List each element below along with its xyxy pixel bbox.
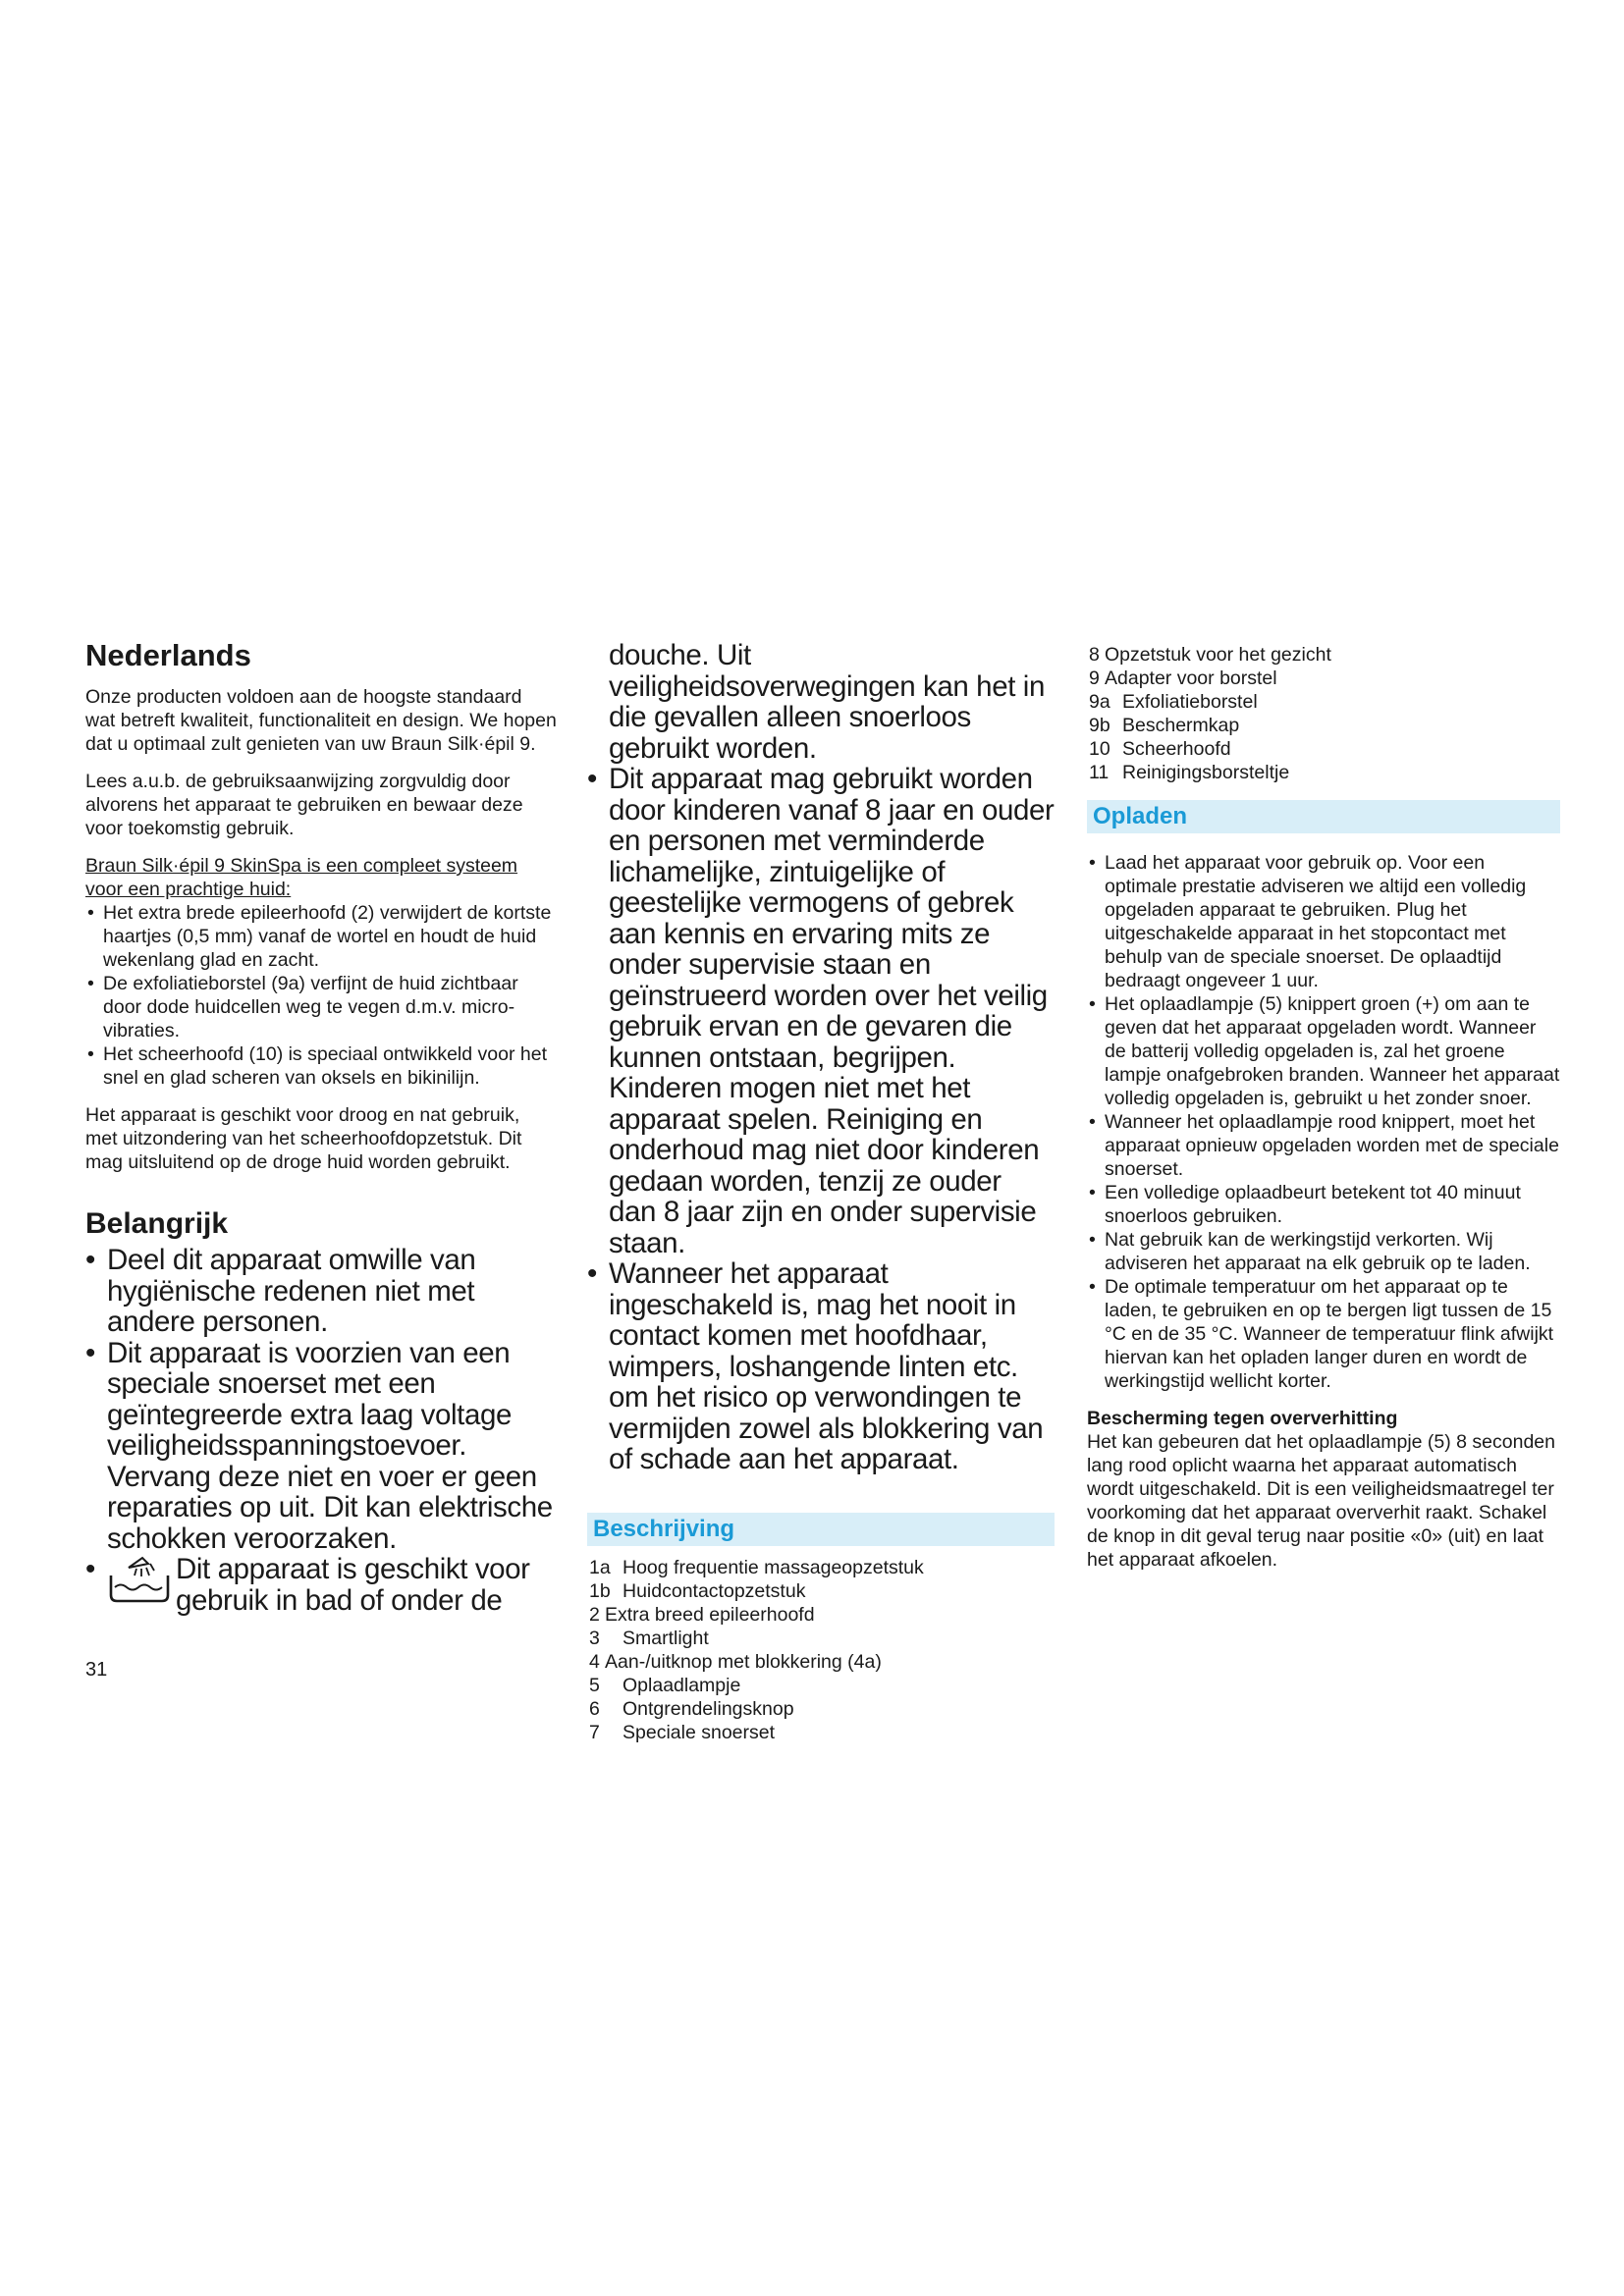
important-list (85, 1245, 557, 1616)
item-label: Opzetstuk voor het gezicht (1105, 644, 1331, 666)
important-heading: Belangrijk (85, 1207, 229, 1240)
item-label: Reinigingsborsteltje (1122, 762, 1290, 783)
item-label: Scheerhoofd (1122, 738, 1231, 760)
list-item: • Wanneer het oplaadlampje rood knippert, moet het apparaat opnieuw opgeladen worden met de speciale snoerset. (1087, 1110, 1560, 1181)
system-list (85, 901, 557, 1090)
list-item: • Wanneer het apparaat ingeschakeld is, mag het nooit in contact komen met hoofdhaar, wimpers, loshangende linten etc. om het risico op verwondingen te vermijden zowel als blokkering van of schade aan het apparaat. (587, 1258, 1055, 1475)
bath-text: • Dit apparaat is geschikt voor gebruik in bad of onder de (176, 1553, 530, 1617)
list-item: • Dit apparaat is voorzien van een speciale snoerset met een geïntegreerde extra laag voltage veiligheidsspanningstoevoer. Vervang deze niet en voer er geen reparaties op uit. Dit kan elektrische schokken veroorzaken. (85, 1338, 557, 1555)
column-3 (1087, 643, 1560, 1572)
list-item (587, 1674, 1055, 1697)
item-number: 8 (1089, 644, 1100, 666)
description-heading: Beschrijving (587, 1513, 1055, 1546)
overheat-paragraph: Het kan gebeuren dat het oplaadlampje (5) 8 seconden lang rood oplicht waarna het apparaat automatisch wordt uitgeschakeld. Dit is een veiligheidsmaatregel ter voorkoming dat het apparaat oververhit raakt. Schakel de knop in dit geval terug naar positie «0» (uit) en laat het apparaat afkoelen. (1087, 1431, 1555, 1571)
list-item (587, 1697, 1055, 1721)
item-number: 9 (1089, 667, 1100, 689)
item-number: 10 (1089, 738, 1110, 760)
list-item: • Een volledige oplaadbeurt betekent tot 40 minuut snoerloos gebruiken. (1087, 1181, 1560, 1228)
list-item: • De optimale temperatuur om het apparaat op te laden, te gebruiken en op te bergen ligt tussen de 15 °C en de 35 °C. Wanneer de temperatuur flink afwijkt hiervan kan het opladen langer duren en wordt de werkingstijd wellicht korter. (1087, 1275, 1560, 1393)
item-number: 4 (589, 1650, 600, 1673)
safety-list (587, 764, 1055, 1475)
item-number: 9a (1089, 691, 1110, 713)
list-item: • Laad het apparaat voor gebruik op. Voor een optimale prestatie adviseren we altijd een volledig opgeladen apparaat te gebruiken. Plug het uitgeschakelde apparaat in het stopcontact met behulp van de speciale snoerset. De oplaadtijd bedraagt ongeveer 1 uur. (1087, 851, 1560, 992)
list-item: • De exfoliatieborstel (9a) verfijnt de huid zichtbaar door dode huidcellen weg te vegen d.m.v. micro-vibraties. (85, 972, 557, 1042)
item-number: 1b (589, 1579, 611, 1602)
list-item: • Dit apparaat mag gebruikt worden door kinderen vanaf 8 jaar en ouder en personen met verminderde lichamelijke, zintuigelijke of geestelijke vermogens of gebrek aan kennis en ervaring mits ze onder supervisie staan en geïnstrueerd worden over het veilig gebruik ervan en de gevaren die kunnen ontstaan, begrijpen. Kinderen mogen niet met het apparaat spelen. Reiniging en onderhoud mag niet door kinderen gedaan worden, tenzij ze ouder dan 8 jaar zijn en onder supervisie staan. (587, 764, 1055, 1258)
list-item (587, 1603, 1055, 1627)
charging-list (1087, 851, 1560, 1393)
item-label: Extra breed epileerhoofd (605, 1603, 815, 1626)
list-item (1087, 737, 1560, 761)
item-label: Speciale snoerset (623, 1721, 776, 1743)
page-number: 31 (85, 1659, 108, 1681)
list-item: • Het extra brede epileerhoofd (2) verwijdert de kortste haartjes (0,5 mm) vanaf de wortel en houdt de huid wekenlang glad en zacht. (85, 901, 557, 972)
list-item: • Deel dit apparaat omwille van hygiënische redenen niet met andere personen. (85, 1245, 557, 1338)
system-heading: Braun Silk·épil 9 SkinSpa is een compleet systeem voor een prachtige huid: (85, 855, 518, 900)
list-item (1087, 667, 1560, 690)
list-item (1087, 761, 1560, 784)
item-number: 3 (589, 1627, 600, 1649)
description-list (587, 1556, 1055, 1744)
item-number: 1a (589, 1556, 611, 1578)
list-item (587, 1721, 1055, 1744)
item-label: Exfoliatieborstel (1122, 691, 1258, 713)
usage-paragraph: Het apparaat is geschikt voor droog en nat gebruik, met uitzondering van het scheerhoofdopzetstuk. Dit mag uitsluitend op de droge huid worden gebruikt. (85, 1104, 522, 1173)
list-item: • Het scheerhoofd (10) is speciaal ontwikkeld voor het snel en glad scheren van oksels en bikinilijn. (85, 1042, 557, 1090)
item-label: Huidcontactopzetstuk (623, 1579, 806, 1602)
item-number: 11 (1089, 762, 1110, 783)
item-number: 6 (589, 1697, 600, 1720)
item-label: Smartlight (623, 1627, 709, 1649)
list-item-bath (85, 1554, 557, 1616)
item-label: Aan-/uitknop met blokkering (4a) (605, 1650, 882, 1673)
item-number: 9b (1089, 715, 1110, 736)
list-item (1087, 643, 1560, 667)
charging-heading: Opladen (1087, 800, 1560, 833)
item-label: Beschermkap (1122, 715, 1240, 736)
list-item (587, 1556, 1055, 1579)
intro-paragraph-1: Onze producten voldoen aan de hoogste standaard wat betreft kwaliteit, functionaliteit en design. We hopen dat u optimaal zult genieten van uw Braun Silk·épil 9. (85, 686, 557, 755)
bath-shower-icon (107, 1554, 172, 1605)
item-number: 7 (589, 1721, 600, 1743)
continuation-text: douche. Uit veiligheidsoverwegingen kan het in die gevallen alleen snoerloos gebruikt worden. (609, 639, 1045, 765)
item-number: 2 (589, 1603, 600, 1626)
list-item (587, 1627, 1055, 1650)
intro-paragraph-2: Lees a.u.b. de gebruiksaanwijzing zorgvuldig door alvorens het apparaat te gebruiken en bewaar deze voor toekomstig gebruik. (85, 771, 523, 839)
list-item: • Nat gebruik kan de werkingstijd verkorten. Wij adviseren het apparaat na elk gebruik op te laden. (1087, 1228, 1560, 1275)
item-label: Oplaadlampje (623, 1674, 741, 1696)
list-item: • Het oplaadlampje (5) knippert groen (+) om aan te geven dat het apparaat opgeladen wordt. Wanneer de batterij volledig opgeladen is, zal het groene lampje onafgebroken branden. Wanneer het apparaat volledig opgeladen is, gebruikt u het zonder snoer. (1087, 992, 1560, 1110)
column-1 (85, 638, 557, 1616)
list-item (587, 1579, 1055, 1603)
list-item (587, 1650, 1055, 1674)
list-item (1087, 690, 1560, 714)
item-label: Ontgrendelingsknop (623, 1697, 794, 1720)
overheat-heading: Bescherming tegen oververhitting (1087, 1408, 1398, 1429)
column-2 (587, 640, 1055, 1744)
description-list-continued (1087, 643, 1560, 784)
item-label: Adapter voor borstel (1105, 667, 1277, 689)
item-number: 5 (589, 1674, 600, 1696)
item-label: Hoog frequentie massageopzetstuk (623, 1556, 924, 1578)
language-heading: Nederlands (85, 638, 251, 672)
list-item (1087, 714, 1560, 737)
